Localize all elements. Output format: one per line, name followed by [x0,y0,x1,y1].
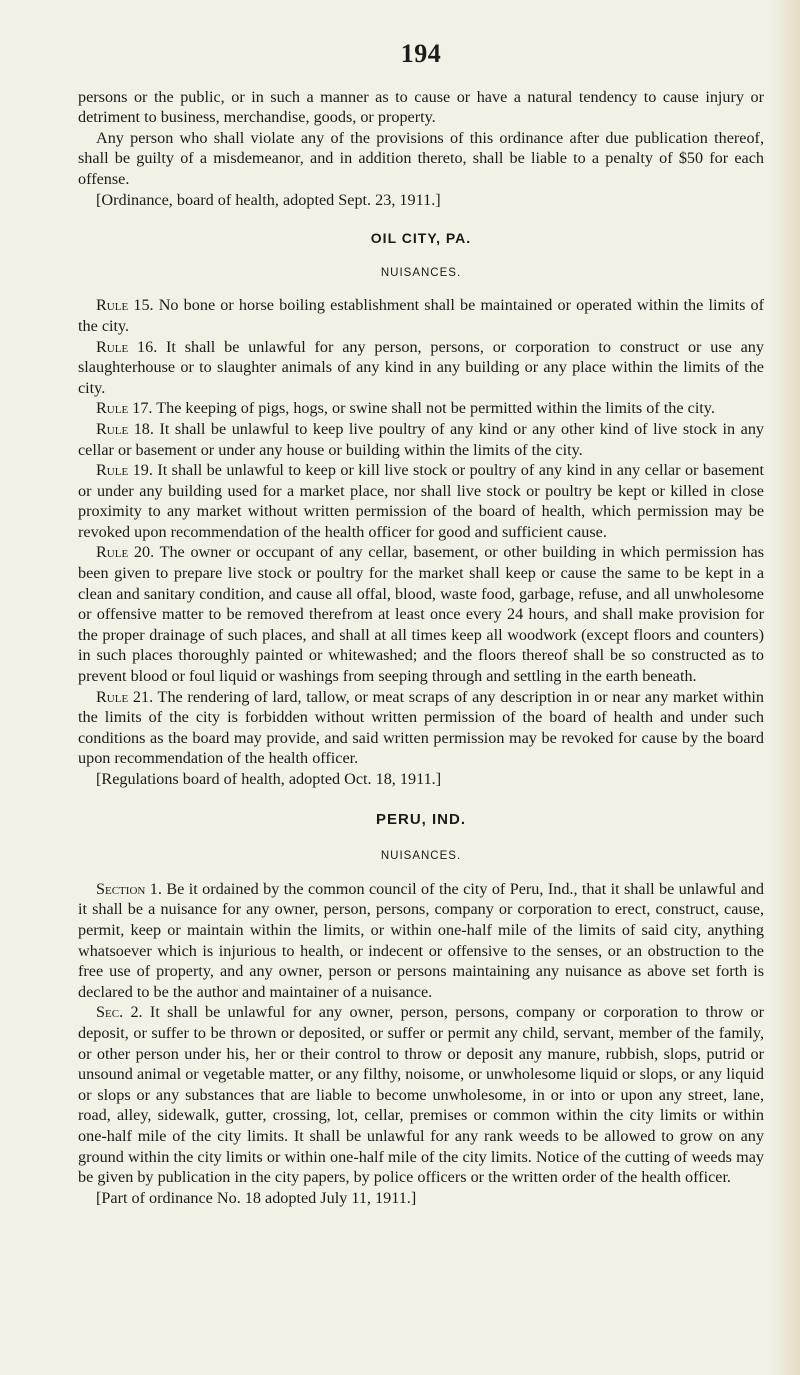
rule-15 [78,295,764,336]
section-text: 2. It shall be unlawful for any owner, person, persons, company or corporation to throw or deposit, or suffer to be thrown or deposited, or suffer or permit any child, servant, member of the family, or other person under his, her or their control to throw or deposit any manure, rubbish, slops, putrid or unsound animal or vegetable matter, or any filthy, noisome, or unwholesome liquid or slops, or any liquid or slops or any substances that are liable to become unwholesome, in or into or upon any street, lane, road, alley, sidewalk, gutter, crossing, lot, cellar, premises or common within the city limits or within one-half mile of the city limits. It shall be unlawful for any rank weeds to be allowed to grow on any ground within the city limits or within one-half mile of the city limits. Notice of the cutting of weeds may be given by publication in the city papers, by police officers or the written order of the health officer. [78,1003,764,1187]
rule-label: Rule [96,399,129,418]
rule-text: 16. It shall be unlawful for any person, persons, or corporation to construct or use any slaughterhouse or to slaughter animals of any kind in any building or any place within the limits of the city. [78,337,764,397]
rule-label: Rule [96,296,129,315]
document-page [78,39,765,1208]
rule-label: Rule [96,461,129,480]
rule-label: Rule [96,419,129,438]
rule-text: 15. No bone or horse boiling establishment shall be maintained or operated within the limits of the city. [78,296,765,335]
rule-text: 17. The keeping of pigs, hogs, or swine shall not be permitted within the limits of the city. [132,399,715,418]
rule-text: 21. The rendering of lard, tallow, or meat scraps of any description in or near any market within the limits of the city is forbidden without written permission of the board of health and under such conditions as the board may provide, and said written permission may be revoked for cause by the board upon recommendation of the health officer. [78,687,765,768]
page-number: 194 [400,39,442,68]
ordinance-citation: [Ordinance, board of health, adopted Sept. 23, 1911.] [96,190,441,209]
section-heading-oil-city: OIL CITY, PA. [370,230,472,247]
peru-ordinance-citation: [Part of ordinance No. 18 adopted July 11, 1911.] [96,1188,417,1207]
rule-label: Rule [96,543,129,562]
subheading-nuisances-peru: NUISANCES. [380,850,462,863]
rule-text: 19. It shall be unlawful to keep or kill live stock or poultry of any kind in any cellar or basement or under any building used for a market place, nor shall live stock or poultry be kept or killed in close proximity to any market without written permission of the board of health, which permission may be revoked upon recommendation of the health officer for good and sufficient cause. [78,461,765,541]
rule-21 [78,687,764,769]
rule-text: 18. It shall be unlawful to keep live poultry of any kind or any other kind of live stock in any cellar or basement or under any house or building within the limits of the city. [78,419,764,459]
rule-text: 20. The owner or occupant of any cellar, basement, or other building in which permission has been given to prepare live stock or poultry for the market shall keep or cause the same to be kept in a clean and sanitary condition, and cause all offal, blood, waste food, garbage, refuse, and all unwholesome or offensive matter to be removed therefrom at least once every 24 hours, and shall make provision for the proper drainage of such places, and shall at all times keep all woodwork (except floors and counters) in such places thoroughly painted or whitewashed; and the floors thereof shall be so constructed as to prevent blood or foul liquid or washings from seeping through and settling in the earth beneath. [78,543,764,686]
section-2: Sec. 2. It shall be unlawful for any owner, person, persons, company or corporation to throw or deposit, or suffer to be thrown or deposited, or suffer or permit any child, servant, member of the family, or other person under his, her or their control to throw or deposit any manure, rubbish, slops, putrid or unsound animal or vegetable matter, or any filthy, noisome, or unwholesome liquid or slops, or any liquid or slops or any substances that are liable to become unwholesome, in or into or upon any street, lane, road, alley, sidewalk, gutter, crossing, lot, cellar, premises or common within the city limits or within one-half mile of the city limits. It shall be unlawful for any rank weeds to be allowed to grow on any ground within the city limits or within one-half mile of the city limits. Notice of the cutting of weeds may be given by publication in the city papers, by police officers or the written order of the health officer. [78,1003,764,1187]
section-text: 1. Be it ordained by the common council of the city of Peru, Ind., that it shall be unlawful and it shall be a nuisance for any owner, person, persons, company or corporation to erect, construct, cause, permit, keep or maintain within the limits, or within one-half mile of the limits of said city, anything whatsoever which is injurious to health, or indecent or offensive to the senses, or an obstruction to the free use of property, and any owner, person or persons maintaining any nuisance as above set forth is declared to be the author and maintainer of a nuisance. [78,879,765,1001]
rule-17 [78,398,764,419]
rule-label: Rule [96,687,129,706]
rule-20 [78,542,764,686]
regulations-citation: [Regulations board of health, adopted Oct. 18, 1911.] [96,770,442,788]
rule-18 [78,419,764,460]
penalty-paragraph: Any person who shall violate any of the provisions of this ordinance after due publication thereof, shall be guilty of a misdemeanor, and in addition thereto, shall be liable to a penalty of $50 for each offense. [78,128,764,188]
section-1 [78,879,764,1003]
rule-label: Rule [96,337,129,356]
section-heading-peru: PERU, IND. [375,810,466,828]
continuation-paragraph: persons or the public, or in such a manner as to cause or have a natural tendency to cause injury or detriment to business, merchandise, goods, or property. [78,87,764,127]
section-label: Sec [96,1003,120,1022]
subheading-nuisances-oil-city: NUISANCES. [380,266,462,279]
page-edge-shading [770,0,800,1375]
section-label: Section [96,879,146,898]
rule-16 [78,337,764,399]
rule-19 [78,460,764,542]
